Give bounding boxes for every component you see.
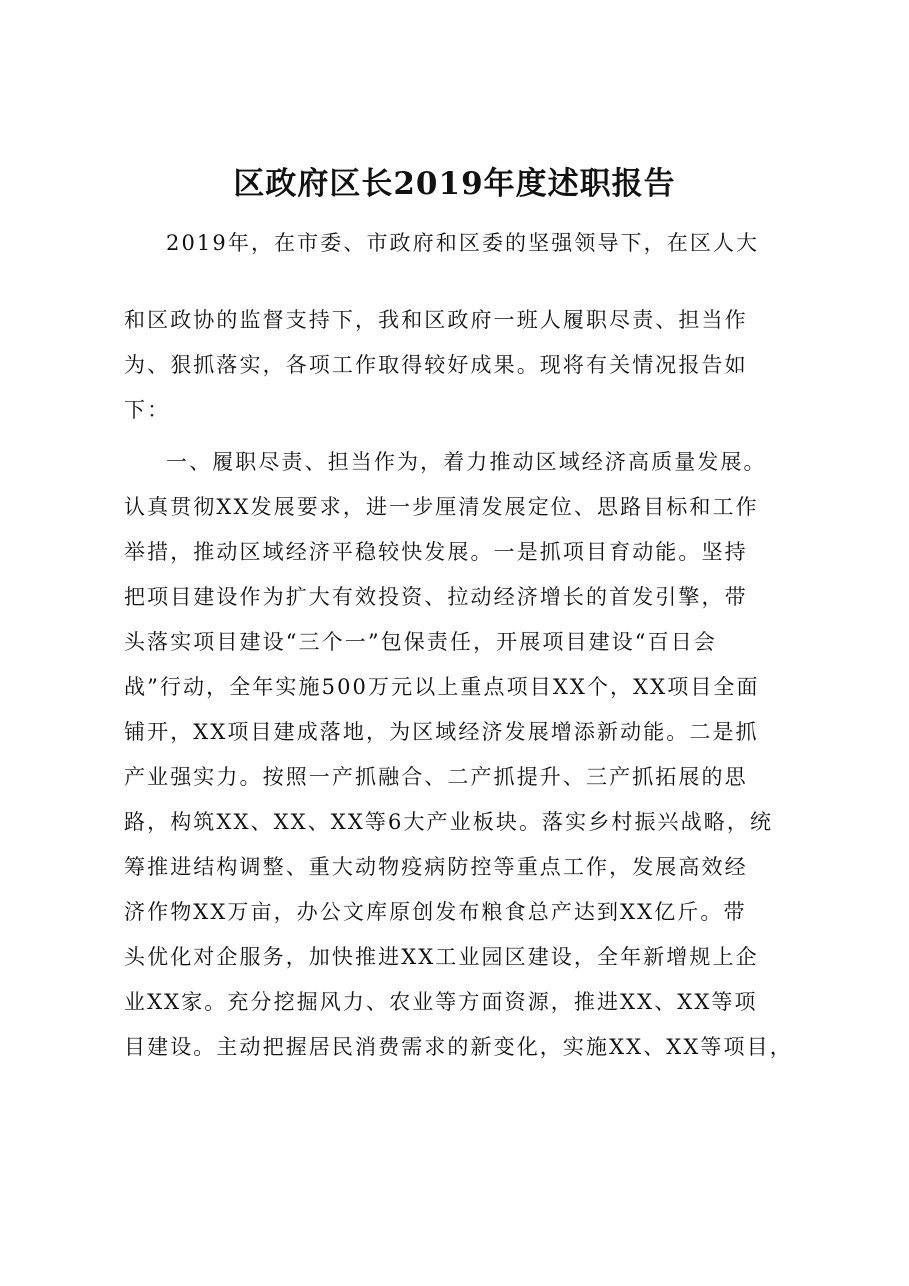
paragraph-2-line-14: 目建设。主动把握居民消费需求的新变化，实施XX、XX等项目， bbox=[124, 1035, 793, 1059]
paragraph-2-line-13: 业XX家。充分挖掘风力、农业等方面资源，推进XX、XX等项 bbox=[124, 990, 758, 1014]
paragraph-2-line-1: 一、履职尽责、担当作为，着力推动区域经济高质量发展。 bbox=[166, 450, 767, 474]
paragraph-2-line-6: 战”行动，全年实施500万元以上重点项目XX个，XX项目全面 bbox=[124, 675, 760, 699]
paragraph-1-line-2: 和区政协的监督支持下，我和区政府一班人履职尽责、担当作 bbox=[124, 308, 748, 332]
paragraph-2-line-10: 筹推进结构调整、重大动物疫病防控等重点工作，发展高效经 bbox=[124, 855, 748, 879]
paragraph-2-line-8: 产业强实力。按照一产抓融合、二产抓提升、三产抓拓展的思 bbox=[124, 765, 748, 789]
document-title: 区政府区长2019年度述职报告 bbox=[233, 166, 676, 202]
paragraph-2-line-9: 路，构筑XX、XX、XX等6大产业板块。落实乡村振兴战略，统 bbox=[124, 810, 774, 834]
paragraph-2-line-2: 认真贯彻XX发展要求，进一步厘清发展定位、思路目标和工作 bbox=[124, 495, 759, 519]
paragraph-2-line-11: 济作物XX万亩，办公文库原创发布粮食总产达到XX亿斤。带 bbox=[124, 900, 747, 924]
paragraph-1-line-4: 下： bbox=[124, 398, 171, 422]
paragraph-2-line-12: 头优化对企服务，加快推进XX工业园区建设，全年新增规上企 bbox=[124, 945, 759, 969]
paragraph-1-line-1: 2019年，在市委、市政府和区委的坚强领导下，在区人大 bbox=[166, 231, 760, 255]
paragraph-2-line-7: 铺开，XX项目建成落地，为区域经济发展增添新动能。二是抓 bbox=[124, 720, 759, 744]
paragraph-2-line-4: 把项目建设作为扩大有效投资、拉动经济增长的首发引擎，带 bbox=[124, 585, 748, 609]
paragraph-2-line-5: 头落实项目建设“三个一”包保责任，开展项目建设“百日会 bbox=[124, 630, 717, 654]
paragraph-1-line-3: 为、狠抓落实，各项工作取得较好成果。现将有关情况报告如 bbox=[124, 353, 748, 377]
paragraph-2-line-3: 举措，推动区域经济平稳较快发展。一是抓项目育动能。坚持 bbox=[124, 540, 748, 564]
